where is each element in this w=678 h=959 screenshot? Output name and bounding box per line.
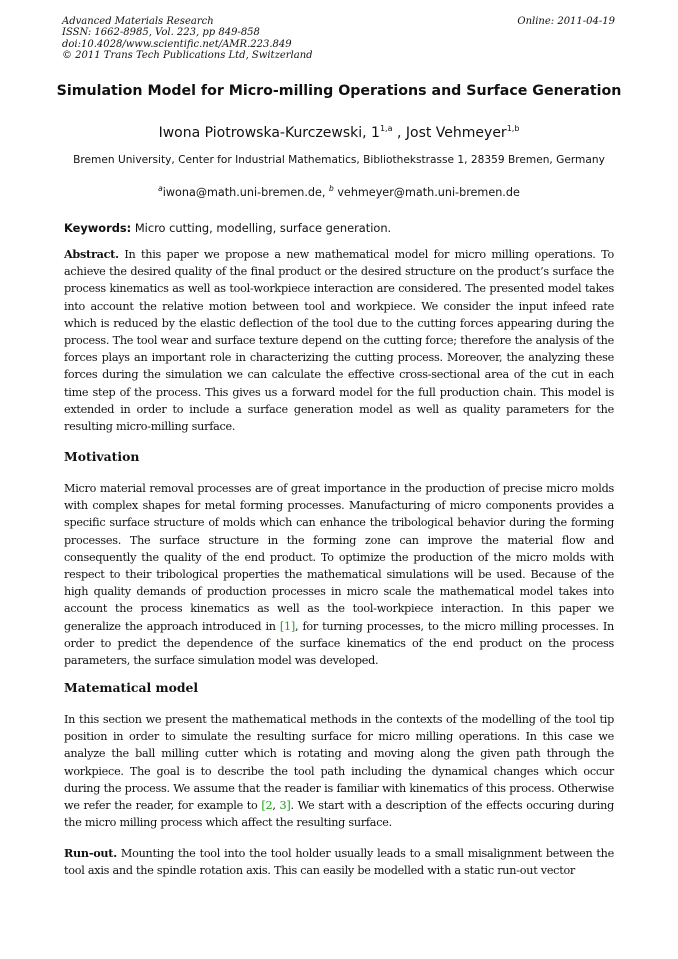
email-a-mark: a [158,184,163,193]
model-text-2: . We start with a description of the effects occuring during the micro milling process which affect the resulting surface. [64,799,615,830]
email-b[interactable]: vehmeyer@math.uni-bremen.de [337,186,520,199]
runout-text: Mounting the tool into the tool holder usually leads to a small misalignment between the tool axis and the spindle rotation axis. This can easily be modelled with a static run-out vector [64,847,614,878]
section-heading-motivation: Motivation [64,449,140,464]
author-1-affil: 1,a [379,124,393,133]
abstract [64,246,614,435]
citation-2[interactable]: 2 [265,799,273,813]
author-2: Jost Vehmeyer [405,125,507,141]
runout-label: Run-out. [64,846,117,860]
abstract-label: Abstract. [64,247,119,261]
email-a[interactable]: iwona@math.uni-bremen.de, [162,186,326,199]
author-line [0,124,678,141]
journal-name: Advanced Materials Research [62,16,214,27]
affiliation: Bremen University, Center for Industrial Mathematics, Bibliothekstrasse 1, 28359 Bremen, Germany [73,154,605,166]
citation-separator: , [272,799,280,813]
keywords [64,221,614,235]
journal-header [62,16,313,62]
model-paragraph [64,711,614,831]
email-b-mark: b [328,184,334,193]
runout-paragraph [64,845,614,879]
copyright-line: © 2011 Trans Tech Publications Ltd, Switzerland [62,50,313,62]
section-heading-model: Matematical model [64,680,199,695]
issn-line: ISSN: 1662-8985, Vol. 223, pp 849-858 [62,27,260,39]
citation-1[interactable]: 1 [284,619,291,633]
motivation-text-2: , for turning processes, to the micro milling processes. In order to predict the dependence of the surface kinematics of the end product on the process parameters, the surface simulation model was developed. [64,619,614,668]
motivation-paragraph [64,480,614,669]
motivation-text-1: Micro material removal processes are of great importance in the production of precise micro molds with complex shapes for metal forming processes. Manufacturing of micro components provides a specific surface structure of molds which can enhance the tribological behavior during the forming processes. The surface structure in the forming zone can improve the material flow and consequently the quality of the end product. To optimize the production of the micro molds with respect to their tribological properties the mathematical simulations will be used. Because of the high quality demands of production processes in micro scale the mathematical model takes into account the process kinematics as well as the tool-workpiece interaction. In this paper we generalize the approach introduced in [64,482,614,633]
keywords-label: Keywords: [64,221,132,235]
author-1: Iwona Piotrowska-Kurczewski, 1 [158,125,380,141]
citation-3[interactable]: 3 [279,799,287,813]
author-2-affil: 1,b [506,124,520,133]
keywords-text: Micro cutting, modelling, surface generation. [134,221,392,235]
citation-bracket-close: ] [286,799,291,813]
citation-bracket-close: ] [290,619,296,633]
citation-bracket-open: [ [279,619,285,633]
online-date: Online: 2011-04-19 [517,16,615,27]
paper-title: Simulation Model for Micro-milling Operations and Surface Generation [56,83,622,99]
citation-bracket-open: [ [261,799,266,813]
doi-line: doi:10.4028/www.scientific.net/AMR.223.849 [62,38,292,50]
abstract-text: In this paper we propose a new mathematical model for micro milling operations. To achieve the desired quality of the final product or the desired structure on the product’s surface the process kinematics as well as tool-workpiece interaction are considered. The presented model takes into account the relative motion between tool and workpiece. We consider the input infeed rate which is reduced by the elastic deflection of the tool due to the cutting forces appearing during the process. The tool wear and surface texture depend on the cutting force; therefore the analysis of the forces plays an important role in characterizing the cutting process. Moreover, the analyzing these forces during the simulation we can calculate the effective cross-sectional area of the cut in each time step of the process. This gives us a forward model for the full production chain. This model is extended in order to include a surface generation model as well as quality parameters for the resulting micro-milling surface. [64,248,614,434]
email-line [0,184,678,199]
model-text-1: In this section we present the mathematical methods in the contexts of the modelling of the tool tip position in order to simulate the resulting surface for micro milling operations. In this case we analyze the ball milling cutter which is rotating and moving along the given path through the workpiece. The goal is to describe the tool path including the dynamical changes which occur during the process. We assume that the reader is familiar with kinematics of this process. Otherwise we refer the reader, for example to [64,713,614,813]
author-separator: , [396,125,402,141]
